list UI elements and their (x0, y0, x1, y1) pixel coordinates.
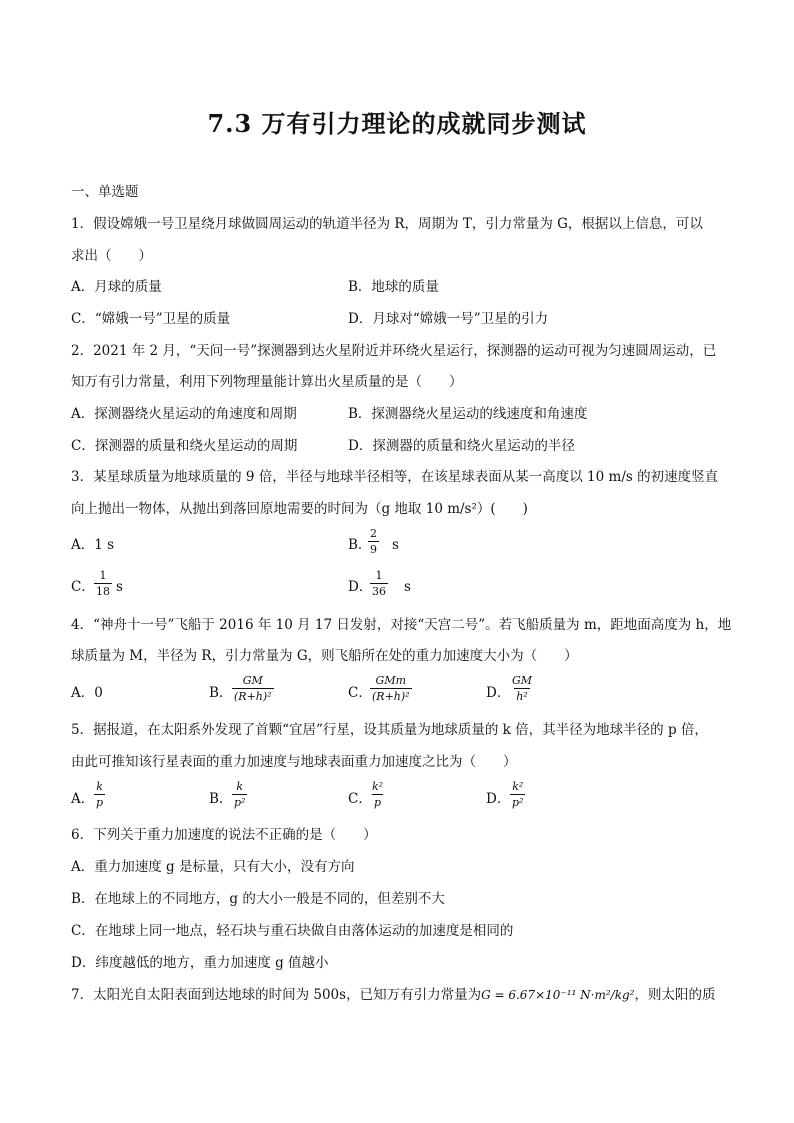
q3-option-d-label: D． (348, 579, 373, 595)
q5-a-numerator: k (96, 780, 103, 793)
q6-option-b: B．在地球上的不同地方，g 的大小一般是不同的，但差别不大 (71, 891, 445, 907)
q3-d-denominator: 36 (372, 585, 386, 598)
q5-option-b-label: B． (209, 791, 233, 807)
q3-c-numerator: 1 (99, 569, 107, 582)
q4-option-d-fraction (510, 674, 534, 703)
q7-stem-text: 7．太阳光自太阳表面到达地球的时间为 500s，已知万有引力常量为 (71, 987, 482, 1003)
q4-option-b-fraction (232, 674, 274, 703)
q4-option-d-label: D． (486, 685, 511, 701)
q3-stem-line1: 3．某星球质量为地球质量的 9 倍，半径与地球半径相等，在该星球表面从某一高度以 10 m/s 的初速度竖直 (71, 469, 719, 485)
q4-stem-line1: 4．“神舟十一号”飞船于 2016 年 10 月 17 日发射，对接“天宫二号”。若飞船质量为 m，距地面高度为 h，地 (71, 617, 732, 633)
q6-option-d: D．纬度越低的地方，重力加速度 g 值越小 (71, 955, 329, 971)
q3-option-c-fraction (94, 569, 112, 598)
q2-stem-line1: 2．2021 年 2 月，“天问一号”探测器到达火星附近并环绕火星运行，探测器的运动可视为匀速圆周运动，已 (71, 343, 717, 359)
q3-option-d-fraction (370, 569, 388, 598)
q5-option-a-label: A． (71, 791, 95, 807)
q4-d-denominator: h² (516, 690, 528, 703)
q3-option-b-label: B． (348, 537, 372, 553)
q3-option-a: A．1 s (71, 537, 115, 553)
q5-option-d-fraction (510, 780, 525, 809)
q5-option-c-fraction (370, 780, 385, 809)
q5-a-denominator: p (96, 796, 104, 809)
q3-b-denominator: 9 (370, 543, 377, 556)
q2-option-d: D．探测器的质量和绕火星运动的半径 (348, 438, 575, 454)
q1-stem-line1: 1．假设嫦娥一号卫星绕月球做圆周运动的轨道半径为 R，周期为 T，引力常量为 G，根据以上信息，可以 (71, 216, 703, 232)
q4-b-numerator: GM (242, 674, 263, 687)
q7-stem-tail: ，则太阳的质 (634, 987, 716, 1003)
q1-option-d: D．月球对“嫦娥一号”卫星的引力 (348, 311, 549, 327)
q5-option-b-fraction (232, 780, 247, 809)
q2-option-a: A．探测器绕火星运动的角速度和周期 (71, 406, 297, 422)
q5-c-numerator: k² (372, 780, 384, 793)
q5-stem-line1: 5．据报道，在太阳系外发现了首颗“宜居”行星，设其质量为地球质量的 k 倍，其半径为地球半径的 p 倍， (71, 722, 708, 738)
q1-stem-line2: 求出（ ） (71, 248, 152, 264)
q3-option-c-label: C． (71, 579, 95, 595)
q4-option-c-fraction (370, 674, 412, 703)
q4-option-b-label: B． (209, 685, 233, 701)
q4-c-numerator: GMm (375, 674, 407, 687)
q3-c-denominator: 18 (96, 585, 110, 598)
q7-gravitational-constant: G = 6.67×10⁻¹¹ N·m²/kg² (481, 988, 635, 1002)
q3-stem-line2: 向上抛出一物体，从抛出到落回原地需要的时间为（g 地取 10 m/s²）( ) (71, 501, 528, 517)
q3-option-c-unit: s (116, 579, 123, 595)
section-heading: 一、单选题 (71, 184, 139, 200)
q6-stem-line1: 6．下列关于重力加速度的说法不正确的是（ ） (71, 827, 377, 843)
q4-option-a: A．0 (71, 685, 103, 701)
q6-option-a: A．重力加速度 g 是标量，只有大小，没有方向 (71, 859, 355, 875)
q4-option-c-label: C． (348, 685, 372, 701)
q3-b-numerator: 2 (370, 527, 377, 540)
q5-b-denominator: p² (234, 796, 246, 809)
q2-option-c: C．探测器的质量和绕火星运动的周期 (71, 438, 298, 454)
q3-option-b-fraction (368, 527, 379, 556)
q7-stem-line1 (71, 986, 715, 1004)
q5-option-d-label: D． (486, 791, 511, 807)
q5-d-numerator: k² (512, 780, 524, 793)
q5-option-c-label: C． (348, 791, 372, 807)
q2-option-b: B．探测器绕火星运动的线速度和角速度 (348, 406, 588, 422)
q5-stem-line2: 由此可推知该行星表面的重力加速度与地球表面重力加速度之比为（ ） (71, 754, 517, 770)
q6-option-c: C．在地球上同一地点，轻石块与重石块做自由落体运动的加速度是相同的 (71, 923, 514, 939)
q4-c-denominator: (R+h)² (372, 690, 410, 703)
q3-option-d-unit: s (404, 579, 411, 595)
q4-stem-line2: 球质量为 M，半径为 R，引力常量为 G，则飞船所在处的重力加速度大小为（ ） (71, 648, 578, 664)
q1-option-c: C．“嫦娥一号”卫星的质量 (71, 311, 231, 327)
q4-b-denominator: (R+h)² (234, 690, 272, 703)
q3-d-numerator: 1 (375, 569, 383, 582)
q5-c-denominator: p (374, 796, 382, 809)
page-title: 7.3 万有引力理论的成就同步测试 (207, 109, 587, 138)
q5-d-denominator: p² (512, 796, 524, 809)
q5-option-a-fraction (94, 780, 105, 809)
q5-b-numerator: k (236, 780, 244, 793)
q2-stem-line2: 知万有引力常量，利用下列物理量能计算出火星质量的是（ ） (71, 374, 463, 390)
q3-option-b-unit: s (392, 537, 399, 553)
q1-option-b: B．地球的质量 (348, 279, 439, 295)
q4-d-numerator: GM (512, 674, 533, 687)
q1-option-a: A．月球的质量 (71, 279, 162, 295)
